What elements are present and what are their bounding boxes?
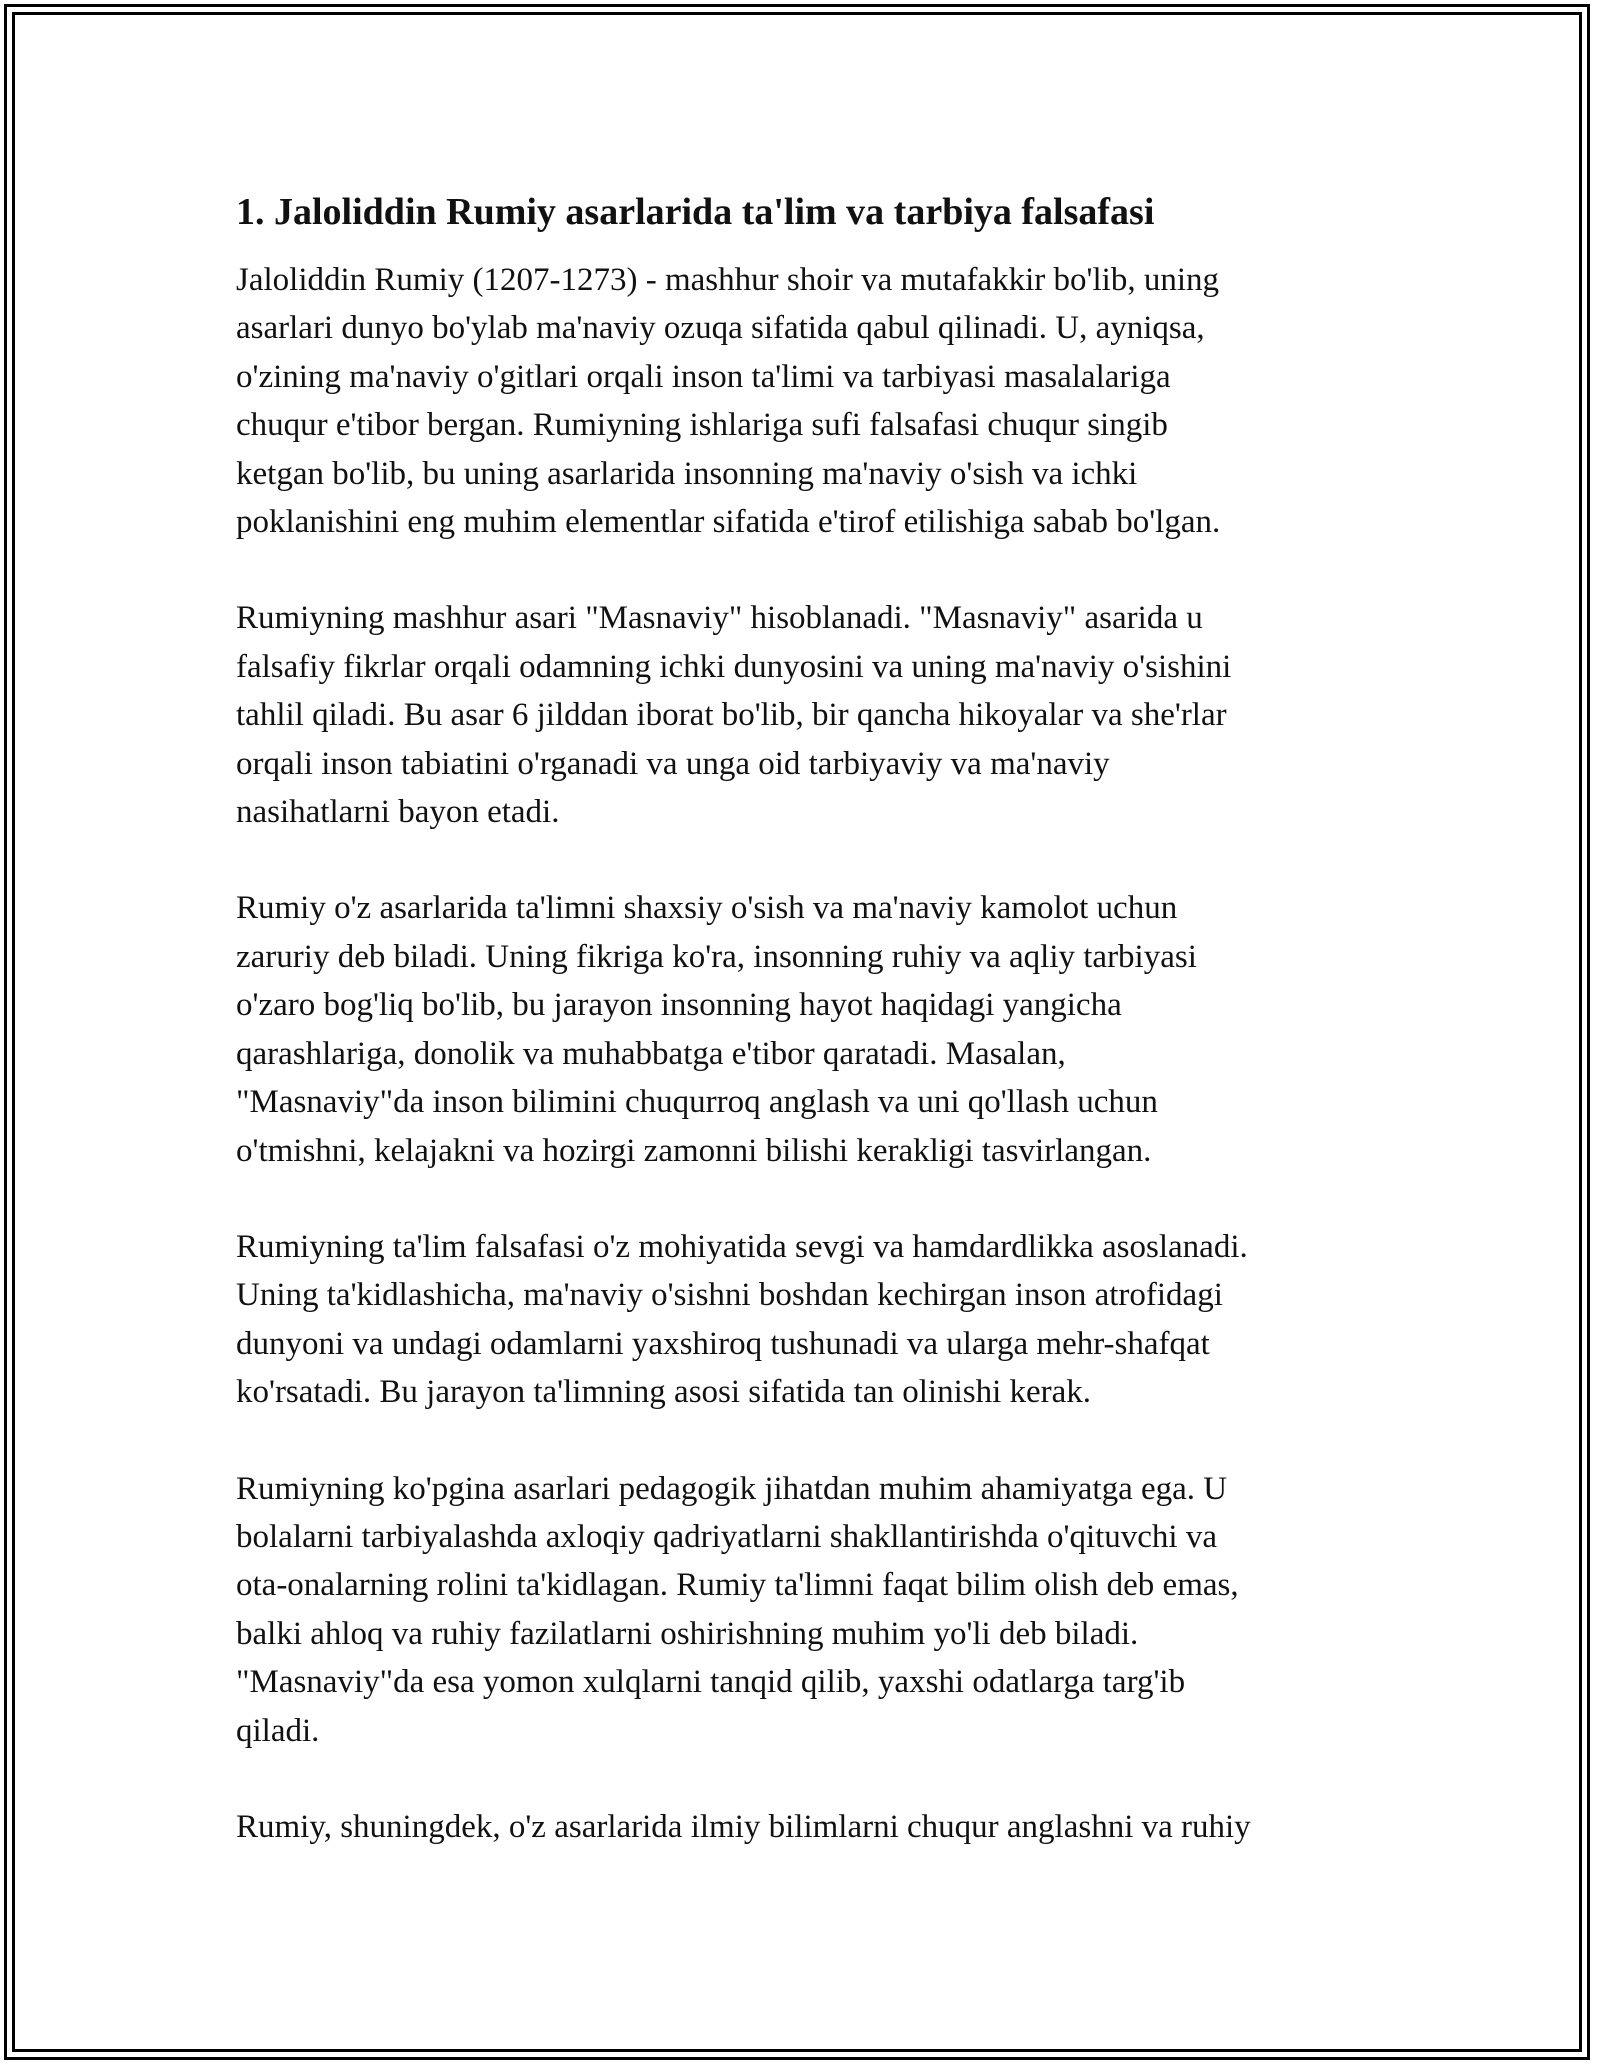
paragraph-4 [236, 1223, 1386, 1417]
text-line: zaruriy deb biladi. Uning fikriga ko'ra, insonning ruhiy va aqliy tarbiyasi [236, 938, 1197, 975]
text-line: nasihatlarni bayon etadi. [236, 794, 560, 831]
text-line: ota-onalarning rolini ta'kidlagan. Rumiy ta'limni faqat bilim olish deb emas, [236, 1567, 1239, 1604]
text-line: asarlari dunyo bo'ylab ma'naviy ozuqa sifatida qabul qilinadi. U, ayniqsa, [236, 310, 1205, 347]
paragraph-5 [236, 1465, 1386, 1755]
document-body [236, 188, 1386, 1851]
text-line: Rumiy o'z asarlarida ta'limni shaxsiy o'sish va ma'naviy kamolot uchun [236, 890, 1178, 927]
text-line: "Masnaviy"da inson bilimini chuqurroq anglash va uni qo'llash uchun [236, 1084, 1158, 1121]
text-line: o'tmishni, kelajakni va hozirgi zamonni bilishi kerakligi tasvirlangan. [236, 1132, 1152, 1169]
paragraph-6 [236, 1803, 1386, 1851]
text-line: o'zaro bog'liq bo'lib, bu jarayon insonning hayot haqidagi yangicha [236, 987, 1122, 1024]
text-line: falsafiy fikrlar orqali odamning ichki dunyosini va uning ma'naviy o'sishini [236, 648, 1232, 685]
section-heading: 1. Jaloliddin Rumiy asarlarida ta'lim va tarbiya falsafasi [236, 191, 1155, 233]
text-line: bolalarni tarbiyalashda axloqiy qadriyatlarni shakllantirishda o'qituvchi va [236, 1518, 1217, 1555]
text-line: poklanishini eng muhim elementlar sifatida e'tirof etilishiga sabab bo'lgan. [236, 504, 1221, 541]
text-line: tahlil qiladi. Bu asar 6 jilddan iborat bo'lib, bir qancha hikoyalar va she'rlar [236, 697, 1227, 734]
text-line: o'zining ma'naviy o'gitlari orqali inson ta'limi va tarbiyasi masalalariga [236, 358, 1171, 395]
text-line: ko'rsatadi. Bu jarayon ta'limning asosi sifatida tan olinishi kerak. [236, 1374, 1092, 1411]
text-line: "Masnaviy"da esa yomon xulqlarni tanqid qilib, yaxshi odatlarga targ'ib [236, 1664, 1186, 1701]
text-line: Jaloliddin Rumiy (1207-1273) - mashhur shoir va mutafakkir bo'lib, uning [236, 262, 1219, 298]
text-line: Uning ta'kidlashicha, ma'naviy o'sishni boshdan kechirgan inson atrofidagi [236, 1277, 1223, 1314]
paragraph-3 [236, 884, 1386, 1174]
text-line: ketgan bo'lib, bu uning asarlarida insonning ma'naviy o'sish va ichki [236, 455, 1138, 492]
text-line: Rumiy, shuningdek, o'z asarlarida ilmiy bilimlarni chuqur anglashni va ruhiy [236, 1808, 1251, 1845]
text-line: Rumiyning ko'pgina asarlari pedagogik jihatdan muhim ahamiyatga ega. U [236, 1470, 1228, 1507]
paragraph-2 [236, 594, 1386, 836]
text-line: dunyoni va undagi odamlarni yaxshiroq tushunadi va ularga mehr-shafqat [236, 1325, 1210, 1362]
text-line: balki ahloq va ruhiy fazilatlarni oshirishning muhim yo'li deb biladi. [236, 1615, 1139, 1652]
paragraph-1 [236, 256, 1386, 546]
text-line: orqali inson tabiatini o'rganadi va unga oid tarbiyaviy va ma'naviy [236, 745, 1110, 782]
text-line: chuqur e'tibor bergan. Rumiyning ishlariga sufi falsafasi chuqur singib [236, 407, 1168, 444]
text-line: qarashlariga, donolik va muhabbatga e'tibor qaratadi. Masalan, [236, 1035, 1066, 1072]
text-line: Rumiyning mashhur asari "Masnaviy" hisoblanadi. "Masnaviy" asarida u [236, 600, 1203, 637]
text-line: Rumiyning ta'lim falsafasi o'z mohiyatida sevgi va hamdardlikka asoslanadi. [236, 1228, 1248, 1265]
text-line: qiladi. [236, 1712, 320, 1749]
